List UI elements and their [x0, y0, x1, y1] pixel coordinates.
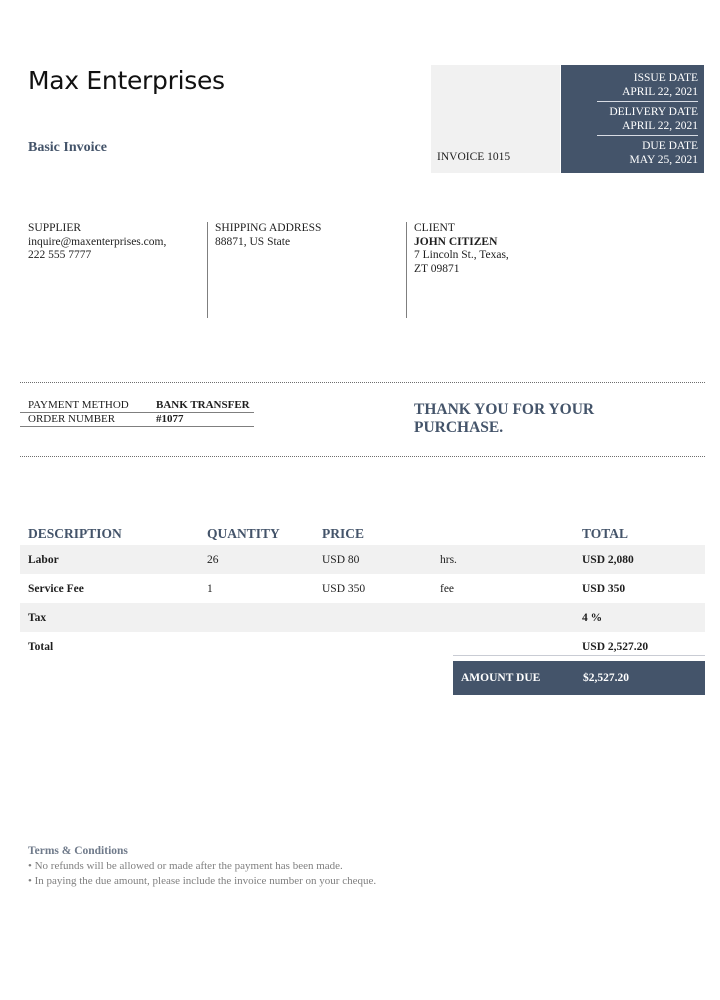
- header-description: DESCRIPTION: [28, 526, 122, 541]
- terms-line: • No refunds will be allowed or made after the payment has been made.: [28, 860, 343, 872]
- supplier-phone: 222 555 7777: [28, 249, 92, 261]
- delivery-date-label: DELIVERY DATE: [609, 106, 698, 118]
- supplier-heading: SUPPLIER: [28, 222, 82, 234]
- issue-date-value: APRIL 22, 2021: [622, 86, 698, 98]
- table-row: [20, 574, 705, 603]
- table-header: [20, 523, 705, 545]
- amount-due-value: $2,527.20: [583, 672, 629, 684]
- dates-panel: [561, 65, 704, 173]
- shipping-section: [215, 222, 321, 249]
- table-row: [20, 603, 705, 632]
- client-address-line1: 7 Lincoln St., Texas,: [414, 249, 509, 261]
- item-quantity: 26: [207, 553, 219, 566]
- issue-date: [561, 71, 698, 99]
- supplier-email: inquire@maxenterprises.com,: [28, 235, 167, 248]
- item-unit: fee: [440, 582, 455, 595]
- item-price: USD 80: [322, 553, 360, 566]
- item-price: USD 350: [322, 582, 366, 595]
- client-section: [414, 222, 509, 276]
- delivery-date: [561, 105, 698, 133]
- divider: [597, 135, 698, 136]
- terms-title: Terms & Conditions: [28, 845, 128, 857]
- client-address-line2: ZT 09871: [414, 262, 460, 275]
- thank-you-message: THANK YOU FOR YOUR PURCHASE.: [414, 401, 595, 436]
- dotted-divider: [20, 456, 705, 457]
- item-description: Labor: [28, 553, 59, 566]
- order-number-row: [20, 413, 254, 427]
- shipping-address: 88871, US State: [215, 235, 291, 248]
- item-total: USD 2,527.20: [582, 640, 649, 653]
- item-total: 4 %: [582, 611, 603, 624]
- client-name: JOHN CITIZEN: [414, 235, 498, 248]
- order-number-value: #1077: [156, 413, 184, 425]
- due-date: [561, 139, 698, 167]
- dotted-divider: [20, 382, 705, 383]
- issue-date-label: ISSUE DATE: [633, 72, 698, 84]
- divider: [597, 101, 698, 102]
- payment-table: [20, 399, 254, 427]
- item-total: USD 350: [582, 582, 626, 595]
- document-subtitle: Basic Invoice: [28, 140, 107, 155]
- item-description: Tax: [28, 611, 47, 624]
- item-description: Total: [28, 640, 54, 653]
- column-divider: [207, 222, 208, 318]
- company-name: Max Enterprises: [28, 66, 225, 95]
- supplier-section: [28, 222, 166, 263]
- invoice-number: INVOICE 1015: [437, 151, 511, 163]
- terms-line: • In paying the due amount, please include the invoice number on your cheque.: [28, 875, 377, 887]
- amount-due-bar: [453, 661, 705, 695]
- header-price: PRICE: [322, 526, 365, 541]
- item-description: Service Fee: [28, 582, 84, 595]
- table-row: [20, 545, 705, 574]
- shipping-heading: SHIPPING ADDRESS: [215, 222, 322, 234]
- client-heading: CLIENT: [414, 222, 455, 234]
- amount-due-label: AMOUNT DUE: [461, 672, 541, 684]
- header-quantity: QUANTITY: [207, 526, 280, 541]
- due-date-label: DUE DATE: [642, 140, 698, 152]
- delivery-date-value: APRIL 22, 2021: [622, 120, 698, 132]
- due-date-value: MAY 25, 2021: [629, 154, 698, 166]
- payment-method-value: BANK TRANSFER: [156, 399, 250, 411]
- item-total: USD 2,080: [582, 553, 634, 566]
- item-quantity: 1: [207, 582, 213, 595]
- line-items-table: [20, 523, 705, 661]
- terms-section: [28, 844, 376, 889]
- item-unit: hrs.: [440, 553, 457, 566]
- header-total: TOTAL: [582, 526, 629, 541]
- divider: [453, 655, 705, 656]
- table-row: [20, 632, 705, 661]
- payment-method-label: PAYMENT METHOD: [28, 399, 129, 411]
- payment-method-row: [20, 399, 254, 413]
- order-number-label: ORDER NUMBER: [28, 413, 116, 425]
- invoice-number-box: [431, 65, 560, 173]
- column-divider: [406, 222, 407, 318]
